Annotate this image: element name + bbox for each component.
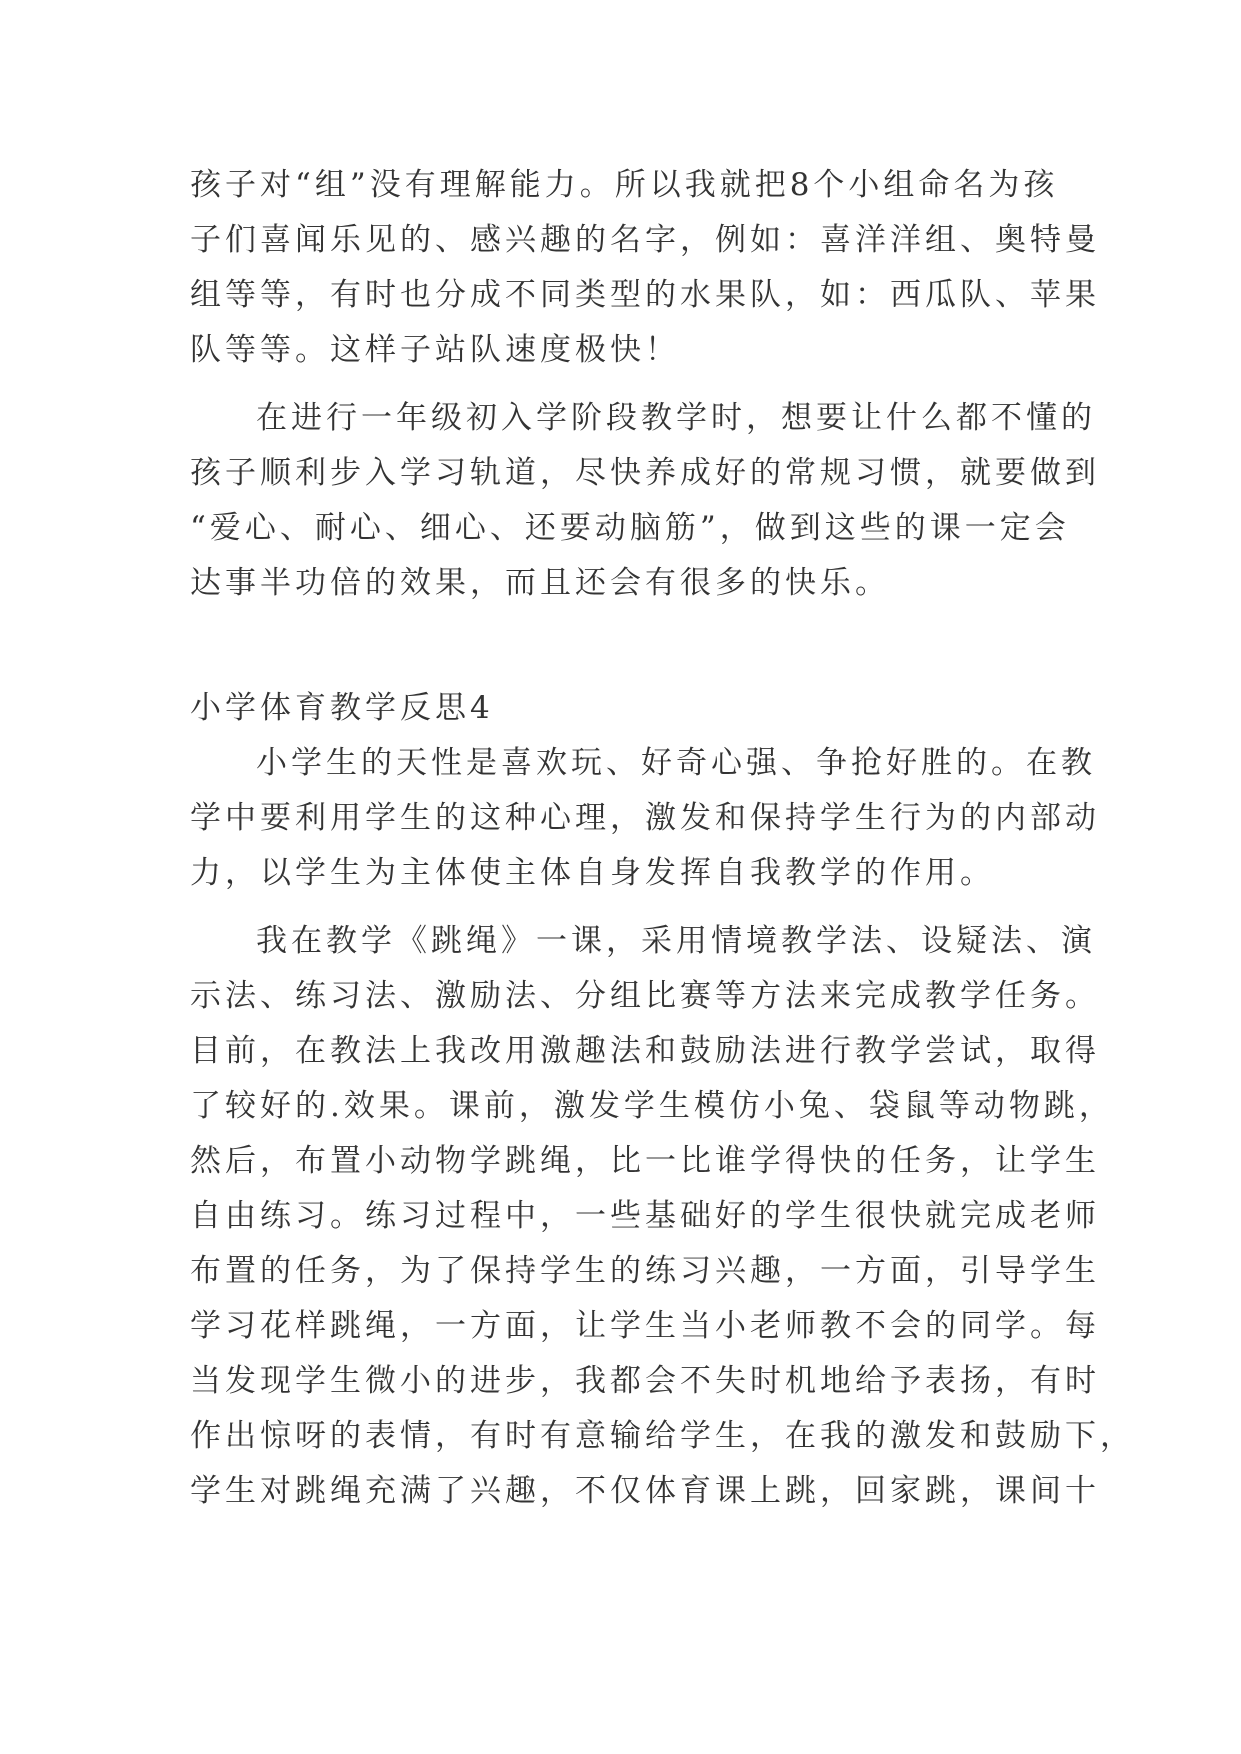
paragraph-line: 达事半功倍的效果，而且还会有很多的快乐。 [190,565,890,601]
paragraph-line: 子们喜闻乐见的、感兴趣的名字，例如：喜洋洋组、奥特曼 [190,222,1100,258]
paragraph-first-line: 我在教学《跳绳》一课，采用情境教学法、设疑法、演 [256,923,1096,959]
section-title: 小学体育教学反思4 [190,690,494,726]
paragraph-line: 示法、练习法、激励法、分组比赛等方法来完成教学任务。 [190,978,1100,1014]
paragraph-line: 当发现学生微小的进步，我都会不失时机地给予表扬，有时 [190,1363,1100,1399]
paragraph-line: 目前，在教法上我改用激趣法和鼓励法进行教学尝试，取得 [190,1033,1100,1069]
paragraph-line: 然后，布置小动物学跳绳，比一比谁学得快的任务，让学生 [190,1143,1100,1179]
paragraph-line: 孩子对“组”没有理解能力。所以我就把8个小组命名为孩 [190,167,1059,203]
paragraph-line: 力，以学生为主体使主体自身发挥自我教学的作用。 [190,855,995,891]
paragraph-line: 孩子顺利步入学习轨道，尽快养成好的常规习惯，就要做到 [190,455,1100,491]
paragraph-line: 组等等，有时也分成不同类型的水果队，如：西瓜队、苹果 [190,277,1100,313]
paragraph-line: 队等等。这样子站队速度极快！ [190,332,680,368]
paragraph-line: “爱心、耐心、细心、还要动脑筋”，做到这些的课一定会 [190,510,1070,546]
paragraph-line: 作出惊呀的表情，有时有意输给学生，在我的激发和鼓励下， [190,1418,1135,1454]
paragraph-line: 学习花样跳绳，一方面，让学生当小老师教不会的同学。每 [190,1308,1100,1344]
paragraph-line: 布置的任务，为了保持学生的练习兴趣，一方面，引导学生 [190,1253,1100,1289]
paragraph-line: 学生对跳绳充满了兴趣，不仅体育课上跳，回家跳，课间十 [190,1473,1100,1509]
paragraph-line: 学中要利用学生的这种心理，激发和保持学生行为的内部动 [190,800,1100,836]
paragraph-line: 了较好的.效果。课前，激发学生模仿小兔、袋鼠等动物跳， [190,1088,1114,1124]
paragraph-first-line: 小学生的天性是喜欢玩、好奇心强、争抢好胜的。在教 [256,745,1096,781]
paragraph-line: 自由练习。练习过程中，一些基础好的学生很快就完成老师 [190,1198,1100,1234]
paragraph-first-line: 在进行一年级初入学阶段教学时，想要让什么都不懂的 [256,400,1096,436]
